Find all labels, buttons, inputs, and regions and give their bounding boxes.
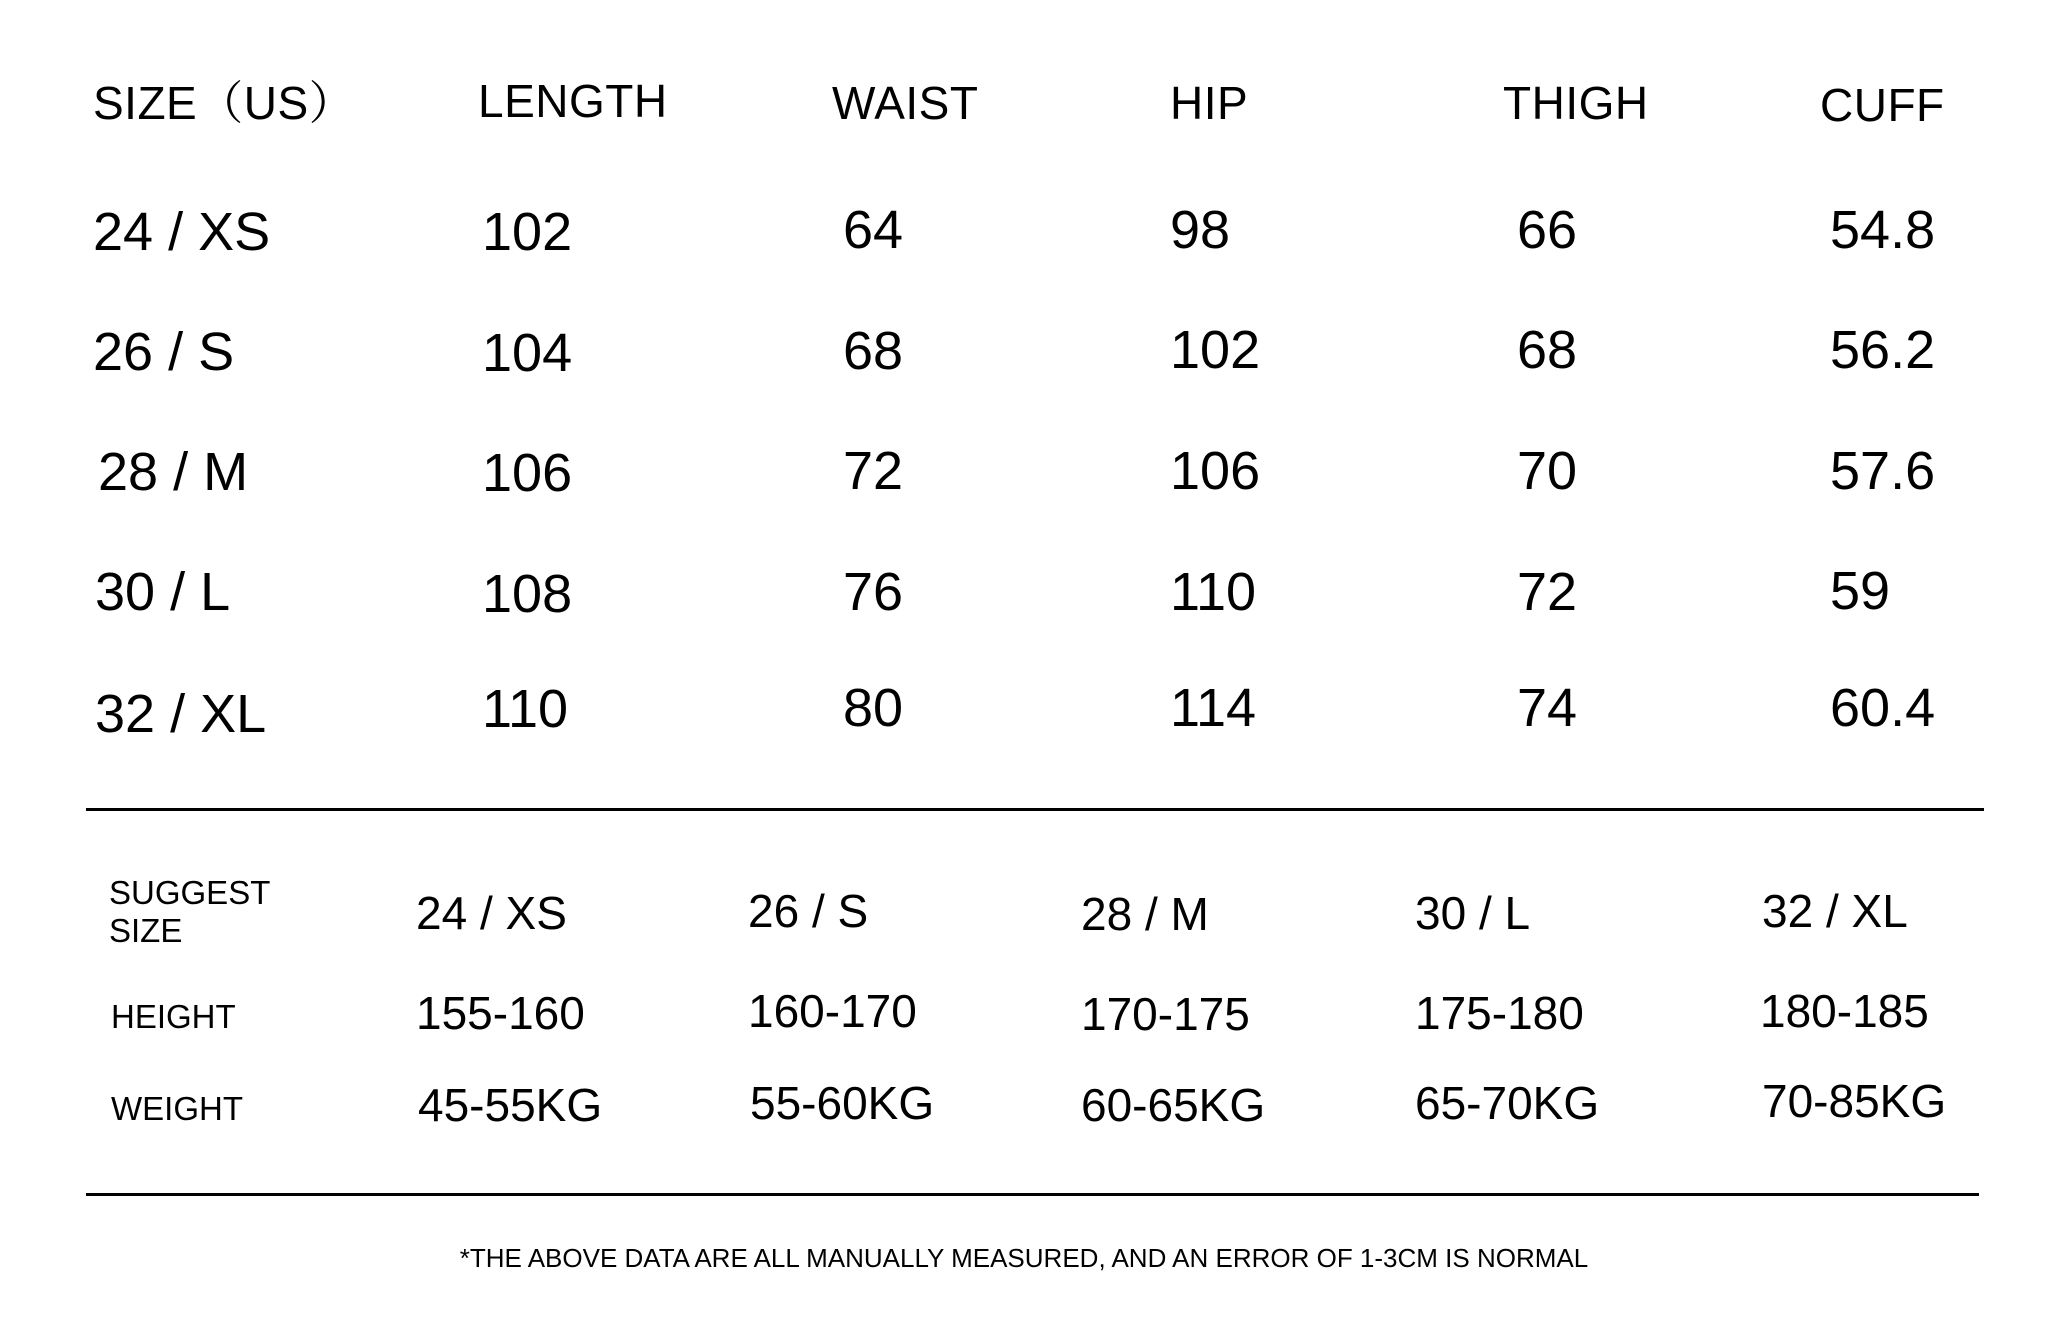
header-waist: WAIST xyxy=(832,77,979,129)
waist-cell: 76 xyxy=(843,562,904,622)
height-cell: 180-185 xyxy=(1760,985,1929,1037)
hip-cell: 114 xyxy=(1170,678,1257,738)
header-hip: HIP xyxy=(1170,77,1249,129)
thigh-cell: 70 xyxy=(1517,441,1578,501)
size-cell: 24 / XS xyxy=(93,202,271,262)
suggest-size-cell: 26 / S xyxy=(748,885,869,937)
suggest-size-cell: 30 / L xyxy=(1415,887,1531,939)
hip-cell: 102 xyxy=(1170,320,1261,380)
height-cell: 160-170 xyxy=(748,985,917,1037)
hip-cell: 110 xyxy=(1170,562,1257,622)
thigh-cell: 74 xyxy=(1517,678,1578,738)
weight-cell: 70-85KG xyxy=(1762,1075,1947,1127)
suggest-size-label xyxy=(109,874,270,950)
suggest-size-cell: 28 / M xyxy=(1081,888,1209,940)
header-cuff: CUFF xyxy=(1820,79,1945,131)
waist-cell: 72 xyxy=(843,441,904,501)
divider-top xyxy=(86,808,1984,811)
footnote: *THE ABOVE DATA ARE ALL MANUALLY MEASURED, AND AN ERROR OF 1-3CM IS NORMAL xyxy=(459,1243,1589,1273)
suggest-label-line1: SUGGEST xyxy=(109,874,271,911)
weight-cell: 55-60KG xyxy=(750,1077,935,1129)
height-label: HEIGHT xyxy=(111,998,236,1035)
waist-cell: 68 xyxy=(843,321,904,381)
weight-cell: 45-55KG xyxy=(418,1079,603,1131)
header-length: LENGTH xyxy=(478,75,668,127)
cuff-cell: 57.6 xyxy=(1830,441,1936,501)
hip-cell: 106 xyxy=(1170,441,1261,501)
thigh-cell: 72 xyxy=(1517,562,1578,622)
weight-cell: 60-65KG xyxy=(1081,1079,1266,1131)
weight-label: WEIGHT xyxy=(111,1090,243,1127)
height-cell: 175-180 xyxy=(1415,987,1584,1039)
thigh-cell: 68 xyxy=(1517,320,1578,380)
suggest-label-line2: SIZE xyxy=(109,911,183,949)
weight-cell: 65-70KG xyxy=(1415,1077,1600,1129)
thigh-cell: 66 xyxy=(1517,200,1578,260)
suggest-size-cell: 32 / XL xyxy=(1762,885,1908,937)
cuff-cell: 60.4 xyxy=(1830,678,1936,738)
suggest-size-cell: 24 / XS xyxy=(416,887,567,939)
hip-cell: 98 xyxy=(1170,200,1231,260)
cuff-cell: 56.2 xyxy=(1830,320,1936,380)
length-cell: 102 xyxy=(482,202,573,262)
length-cell: 108 xyxy=(482,564,573,624)
size-cell: 26 / S xyxy=(93,322,235,382)
header-size-us: SIZE（US） xyxy=(93,77,356,129)
waist-cell: 80 xyxy=(843,678,904,738)
divider-bottom xyxy=(86,1193,1979,1196)
header-thigh: THIGH xyxy=(1503,77,1649,129)
cuff-cell: 59 xyxy=(1830,561,1891,621)
length-cell: 106 xyxy=(482,443,573,503)
length-cell: 104 xyxy=(482,323,573,383)
size-cell: 32 / XL xyxy=(95,684,267,744)
size-cell: 30 / L xyxy=(95,562,231,622)
waist-cell: 64 xyxy=(843,200,904,260)
height-cell: 170-175 xyxy=(1081,988,1250,1040)
cuff-cell: 54.8 xyxy=(1830,200,1936,260)
size-cell: 28 / M xyxy=(98,442,249,502)
height-cell: 155-160 xyxy=(416,987,585,1039)
length-cell: 110 xyxy=(482,679,569,739)
